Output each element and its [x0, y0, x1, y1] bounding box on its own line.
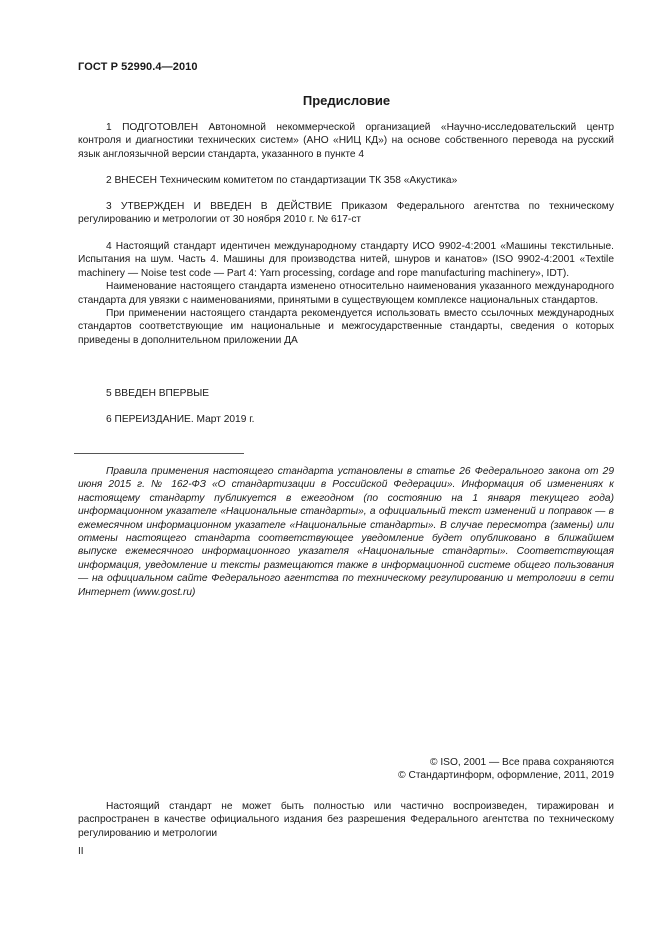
- item-1: [78, 121, 614, 161]
- copyright-iso: © ISO, 2001 — Все права сохраняются: [430, 757, 614, 768]
- reproduction-notice: [78, 800, 614, 840]
- notice-text: Правила применения настоящего стандарта установлены в статье 26 Федерального закона от 29 июня 2015 г. № 162-ФЗ «О стандартизации в Российской Федерации». Информация об изменениях к настоящему стандарту публикуется в ежегодном (по состоянию на 1 января текущего года) информационном указателе «Национальные стандарты», а официальный текст изменений и поправок — в ежемесячном информационном указателе «Национальные стандарты». В случае пересмотра (замены) или отмены настоящего стандарта соответствующее уведомление будет опубликовано в ближайшем выпуске ежемесячного информационного указателя «Национальные стандарты». Соответствующая информация, уведомление и тексты размещаются также в информационной системе общего пользования — на официальном сайте Федерального агентства по техническому регулированию и метрологии в сети Интернет (www.gost.ru): [78, 466, 614, 598]
- page-title: Предисловие: [302, 93, 391, 108]
- item-3-text: 3 УТВЕРЖДЕН И ВВЕДЕН В ДЕЙСТВИЕ Приказом Федерального агентства по техническому регулированию и метрологии от 30 ноября 2010 г. № 617-ст: [78, 201, 614, 226]
- item-4: [78, 240, 614, 347]
- page-number: II: [78, 846, 84, 857]
- item-2-text: 2 ВНЕСЕН Техническим комитетом по стандартизации ТК 358 «Акустика»: [106, 175, 458, 186]
- item-1-text: 1 ПОДГОТОВЛЕН Автономной некоммерческой организацией «Научно-исследовательский центр контроля и диагностики технических систем» (АНО «НИЦ КД») на основе собственного перевода на русский язык англоязычной версии стандарта, указанного в пункте 4: [78, 122, 614, 160]
- item-4-text: 4 Настоящий стандарт идентичен международному стандарту ИСО 9902-4:2001 «Машины текстильные. Испытания на шум. Часть 4. Машины для производства нитей, шнуров и канатов» (ISO 9902-4:2001 «Textile machinery — Noise test code — Part 4: Yarn processing, cordage and rope manufacturing machinery», IDT).: [78, 241, 614, 279]
- item-4-paragraph-3: При применении настоящего стандарта рекомендуется использовать вместо ссылочных международных стандартов соответствующие им национальные и межгосударственные стандарты, сведения о которых приведены в дополнительном приложении ДА: [78, 308, 614, 346]
- item-5-text: 5 ВВЕДЕН ВПЕРВЫЕ: [106, 388, 210, 399]
- item-4-paragraph-2: Наименование настоящего стандарта изменено относительно наименования указанного международного стандарта для увязки с наименованиями, принятыми в существующем комплексе национальных стандартов.: [78, 281, 614, 306]
- copyright-standartinform: © Стандартинформ, оформление, 2011, 2019: [398, 770, 614, 782]
- copyright-block: [254, 756, 614, 783]
- item-3: [78, 200, 614, 227]
- item-5: [78, 387, 614, 400]
- item-6: [78, 413, 614, 426]
- document-id: ГОСТ Р 52990.4—2010: [78, 61, 198, 73]
- notice-block: [78, 465, 614, 599]
- reproduction-text: Настоящий стандарт не может быть полностью или частично воспроизведен, тиражирован и распространен в качестве официального издания без разрешения Федерального агентства по техническому регулированию и метрологии: [78, 801, 614, 839]
- item-6-text: 6 ПЕРЕИЗДАНИЕ. Март 2019 г.: [106, 414, 255, 425]
- item-2: [78, 174, 614, 187]
- separator-line: [74, 453, 244, 454]
